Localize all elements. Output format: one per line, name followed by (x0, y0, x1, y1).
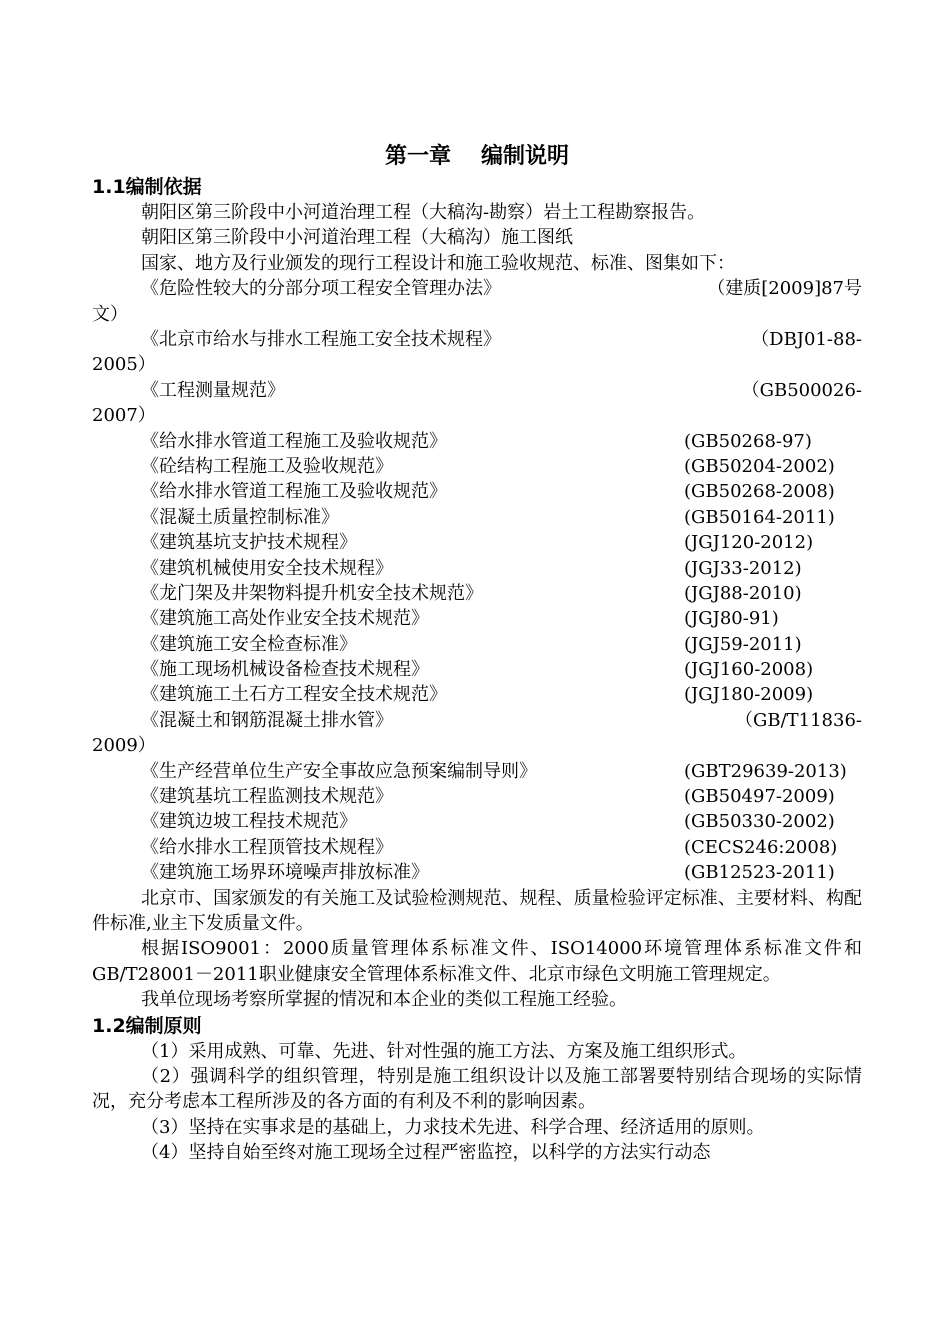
document-page (92, 140, 862, 1166)
basis-paragraph: 国家、地方及行业颁发的现行工程设计和施工验收规范、标准、图集如下： (141, 252, 735, 274)
standard-entry (92, 556, 862, 581)
standard-code: (JGJ59-2011) (684, 633, 802, 655)
basis-paragraph: 朝阳区第三阶段中小河道治理工程（大稿沟）施工图纸 (141, 227, 573, 249)
standard-title: 《建筑施工场界环境噪声排放标准》 (141, 862, 429, 884)
section-heading-1-2: 1.2编制原则 (92, 1014, 202, 1037)
section-heading-1-1: 1.1编制依据 (92, 176, 202, 198)
principle-item: （1）采用成熟、可靠、先进、针对性强的施工方法、方案及施工组织形式。 (141, 1040, 747, 1062)
standard-title: 《建筑施工高处作业安全技术规范》 (141, 608, 429, 630)
standard-code: (GB50268-97) (684, 430, 812, 452)
standard-entry (92, 581, 862, 606)
standard-title: 《混凝土和钢筋混凝土排水管》 (141, 709, 393, 731)
standard-code-tail: 2005） (92, 354, 156, 376)
principle-item: （4）坚持自始至终对施工现场全过程严密监控，以科学的方法实行动态 (141, 1142, 711, 1164)
standard-title: 《生产经营单位生产安全事故应急预案编制导则》 (141, 760, 537, 782)
chapter-title (92, 140, 862, 174)
standard-title: 《建筑施工安全检查标准》 (141, 633, 357, 655)
standard-code-tail: 2007） (92, 405, 156, 427)
basis-paragraph: 我单位现场考察所掌握的情况和本企业的类似工程施工经验。 (141, 989, 627, 1011)
standard-code: （GB500026- (741, 379, 862, 401)
standard-title: 《建筑基坑工程监测技术规范》 (141, 786, 393, 808)
standard-code: (GB50330-2002) (684, 811, 835, 833)
standard-title: 《危险性较大的分部分项工程安全管理办法》 (141, 278, 501, 300)
standard-code: (JGJ88-2010) (684, 582, 802, 604)
standard-code: (GB12523-2011) (684, 862, 835, 884)
standard-entry (92, 759, 862, 784)
standard-entry (92, 606, 862, 631)
standard-entry (92, 708, 862, 759)
basis-paragraph: 北京市、国家颁发的有关施工及试验检测规范、规程、质量检验评定标准、主要材料、构配件标准,业主下发质量文件。 (92, 887, 862, 934)
standard-entry (92, 835, 862, 860)
standard-entry (92, 276, 862, 327)
standard-entry (92, 632, 862, 657)
standard-title: 《给水排水管道工程施工及验收规范》 (141, 481, 447, 503)
standard-entry (92, 454, 862, 479)
standard-code: (GB50497-2009) (684, 786, 835, 808)
standard-entry (92, 860, 862, 885)
standard-code: (JGJ80-91) (684, 608, 779, 630)
standard-code: (GB50204-2002) (684, 455, 835, 477)
standard-title: 《给水排水管道工程施工及验收规范》 (141, 430, 447, 452)
standard-code-tail: 2009） (92, 735, 156, 757)
standard-entry (92, 530, 862, 555)
standard-code: (GB50268-2008) (684, 481, 835, 503)
standard-title: 《砼结构工程施工及验收规范》 (141, 455, 393, 477)
standard-title: 《建筑边坡工程技术规范》 (141, 811, 357, 833)
principle-item: （2）强调科学的组织管理，特别是施工组织设计以及施工部署要特别结合现场的实际情况，充分考虑本工程所涉及的各方面的有利及不利的影响因素。 (92, 1066, 862, 1113)
standard-code: （DBJ01-88- (751, 329, 862, 350)
standard-code: (CECS246:2008) (684, 836, 838, 858)
standard-title: 《工程测量规范》 (141, 379, 285, 401)
standard-entry (92, 505, 862, 530)
chapter-number: 第一章 (384, 144, 451, 169)
standard-code: （建质[2009]87号 (707, 278, 862, 300)
standard-entry (92, 378, 862, 429)
standard-title: 《建筑施工土石方工程安全技术规范》 (141, 684, 447, 706)
standard-entry (92, 809, 862, 834)
standard-entry (92, 657, 862, 682)
principle-item: （3）坚持在实事求是的基础上，力求技术先进、科学合理、经济适用的原则。 (141, 1116, 765, 1138)
standard-title: 《北京市给水与排水工程施工安全技术规程》 (141, 329, 501, 350)
standard-title: 《施工现场机械设备检查技术规程》 (141, 659, 429, 681)
standard-title: 《龙门架及井架物料提升机安全技术规范》 (141, 582, 483, 604)
standard-code: (GB50164-2011) (684, 506, 835, 528)
standard-code: (JGJ160-2008) (684, 659, 814, 681)
standard-entry (92, 479, 862, 504)
standard-entry (92, 327, 862, 378)
standard-title: 《给水排水工程顶管技术规程》 (141, 836, 393, 858)
standard-entry (92, 429, 862, 454)
standard-code: (GBT29639-2013) (684, 760, 847, 782)
standard-title: 《建筑基坑支护技术规程》 (141, 532, 357, 554)
standard-title: 《建筑机械使用安全技术规程》 (141, 557, 393, 579)
standard-code: (JGJ33-2012) (684, 557, 802, 579)
standard-entry (92, 784, 862, 809)
standard-code-tail: 文） (92, 303, 128, 325)
basis-paragraph: 朝阳区第三阶段中小河道治理工程（大稿沟-勘察）岩土工程勘察报告。 (141, 202, 706, 223)
standard-entry (92, 682, 862, 707)
standard-code: (JGJ120-2012) (684, 532, 814, 554)
standard-code: (JGJ180-2009) (684, 684, 814, 706)
standard-code: （GB/T11836- (734, 709, 862, 731)
chapter-name: 编制说明 (481, 144, 570, 169)
standard-title: 《混凝土质量控制标准》 (141, 506, 339, 528)
basis-paragraph: 根据ISO9001：2000质量管理体系标准文件、ISO14000环境管理体系标准文件和GB/T28001－2011职业健康安全管理体系标准文件、北京市绿色文明施工管理规定。 (92, 938, 862, 985)
